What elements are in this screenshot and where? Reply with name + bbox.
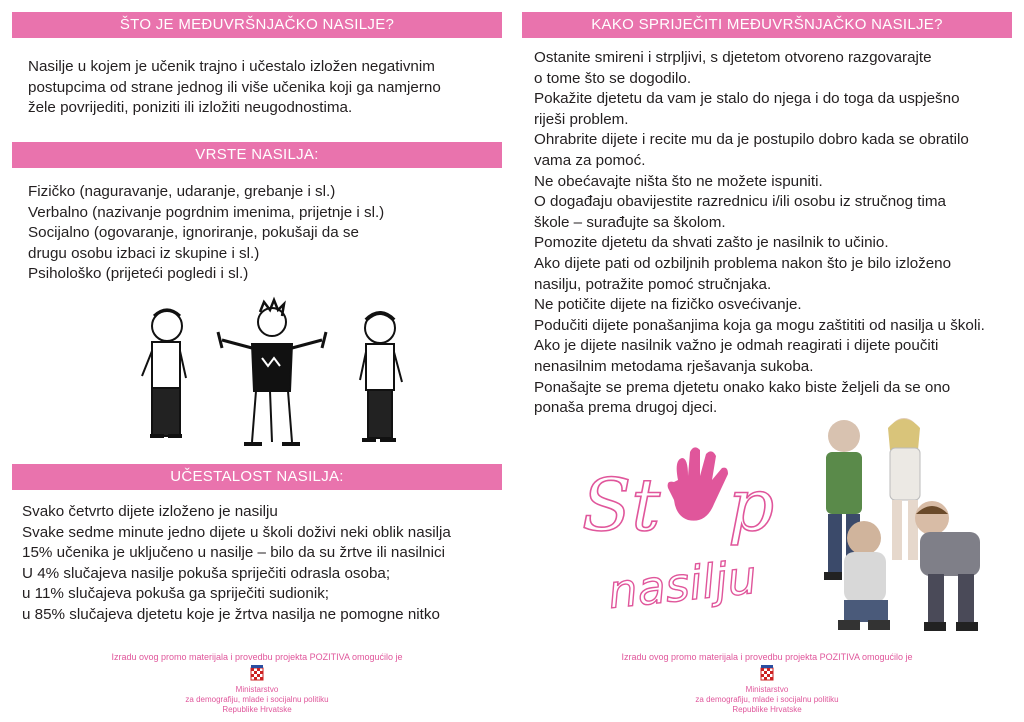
text-line: Ostanite smireni i strpljivi, s djetetom otvoreno razgovarajte (534, 49, 932, 66)
text-line: Fizičko (naguravanje, udaranje, grebanje i sl.) (28, 183, 336, 200)
footer-right (522, 652, 1012, 715)
text-line: O događaju obavijestite razrednicu i/ili osobu iz stručnog tima (534, 193, 946, 211)
text-line: nenasilnim metodama rješavanja sukoba. (534, 357, 814, 375)
text-line: za demografiju, mlade i socijalnu politiku (695, 695, 839, 704)
section-title-types: VRSTE NASILJA: (12, 142, 502, 168)
logo-text-st: St (582, 463, 661, 547)
text-line: Pomozite djetetu da shvati zašto je nasilnik to učinio. (534, 234, 889, 252)
hand-stop-icon (668, 447, 728, 520)
text-line: Ne potičite dijete na fizičko osvećivanje. (534, 296, 802, 314)
right-page (522, 0, 1012, 722)
text-line: Republike Hrvatske (222, 705, 292, 714)
text-line: Ne obećavajte ništa što ne možete ispuniti. (534, 172, 823, 190)
text-line: škole – surađujte sa školom. (534, 213, 726, 231)
text-line: Psihološko (prijeteći pogledi i sl.) (28, 265, 249, 282)
text-line: nasilju, potražite pomoć stručnjaka. (534, 275, 772, 293)
text-line: postupcima od strane jednog ili više učenika koji ga namjerno (28, 78, 441, 96)
text-line: Ministarstvo (235, 685, 279, 694)
text-line: Socijalno (ogovaranje, ignoriranje, pokušaji da se (28, 224, 359, 241)
text-line: Ako je dijete nasilnik važno je odmah reagirati i dijete poučiti (534, 337, 939, 355)
text-line: žele povrijediti, poniziti ili izložiti neugodnostima. (28, 99, 353, 116)
ministry-name (522, 685, 1012, 715)
children-bullying-photo (808, 410, 1008, 638)
croatian-coat-of-arms-icon (760, 665, 774, 681)
text-line: ponaša prema drugoj djeci. (534, 399, 718, 417)
ministry-name (12, 685, 502, 715)
text-line: za demografiju, mlade i socijalnu politiku (185, 695, 329, 704)
text-line: riješi problem. (534, 110, 629, 128)
text-line: Svake sedme minute jedno dijete u školi doživi neki oblik nasilja (22, 523, 451, 541)
section-title-how-to-prevent: KAKO SPRIJEČITI MEĐUVRŠNJAČKO NASILJE? (522, 12, 1012, 38)
stop-nasilju-logo (582, 440, 792, 630)
text-line: drugu osobu izbaci iz skupine i sl.) (28, 244, 260, 262)
text-line: Podučiti dijete ponašanjima koja ga mogu zaštititi od nasilja u školi. (534, 316, 985, 334)
text-line: Pokažite djetetu da vam je stalo do njega i do toga da uspješno (534, 90, 960, 108)
cartoon-children-illustration (122, 296, 422, 454)
text-line: Nasilje u kojem je učenik trajno i učestalo izložen negativnim (28, 58, 435, 75)
frequency-list (22, 502, 451, 625)
text-line: Ako dijete pati od ozbiljnih problema nakon što je bilo izloženo (534, 254, 952, 272)
text-line: u 85% slučajeva djetetu koje je žrtva nasilja ne pomogne nitko (22, 605, 440, 623)
types-list (28, 182, 384, 285)
text-line: u 11% slučajeva pokuša ga spriječiti sudionik; (22, 585, 330, 602)
section-title-frequency: UČESTALOST NASILJA: (12, 464, 502, 490)
footer-credit: Izradu ovog promo materijala i provedbu projekta POZITIVA omogućilo je (111, 652, 403, 662)
text-line: vama za pomoć. (534, 151, 646, 169)
logo-text-nasilju: nasilju (605, 549, 760, 619)
footer-credit: Izradu ovog promo materijala i provedbu projekta POZITIVA omogućilo je (621, 652, 913, 662)
text-line: Ponašajte se prema djetetu onako kako biste željeli da se ono (534, 378, 951, 396)
text-line: Verbalno (nazivanje pogrdnim imenima, prijetnje i sl.) (28, 203, 385, 221)
text-line: Svako četvrto dijete izloženo je nasilju (22, 503, 278, 520)
footer-left (12, 652, 502, 715)
left-page (12, 0, 502, 722)
croatian-coat-of-arms-icon (250, 665, 264, 681)
text-line: Ministarstvo (745, 685, 789, 694)
logo-text-p: p (728, 463, 775, 547)
section-title-what-is: ŠTO JE MEĐUVRŠNJAČKO NASILJE? (12, 12, 502, 38)
text-line: 15% učenika je uključeno u nasilje – bilo da su žrtve ili nasilnici (22, 544, 445, 561)
text-line: U 4% slučajeva nasilje pokuša spriječiti odrasla osoba; (22, 564, 391, 582)
text-line: Republike Hrvatske (732, 705, 802, 714)
definition-text (28, 57, 441, 119)
prevention-list (534, 48, 985, 419)
text-line: o tome što se dogodilo. (534, 69, 692, 87)
text-line: Ohrabrite dijete i recite mu da je postupilo dobro kada se obratilo (534, 131, 969, 149)
